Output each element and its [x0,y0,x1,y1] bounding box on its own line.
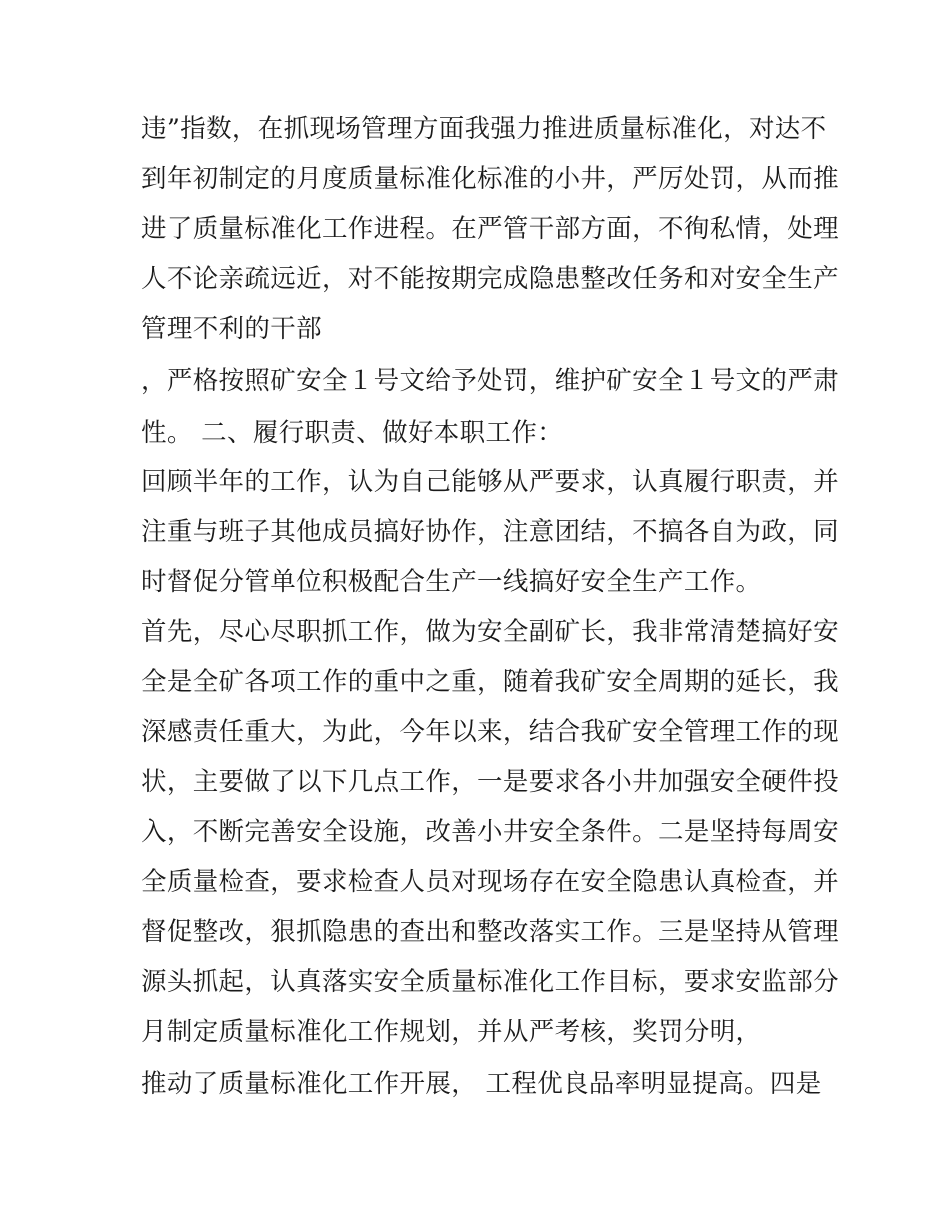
text-line: 全是全矿各项工作的重中之重，随着我矿安全周期的延长，我 [141,667,839,697]
text-line: 状，主要做了以下几点工作，一是要求各小井加强安全硬件投 [141,767,839,797]
text-line: 首先，尽心尽职抓工作，做为安全副矿长，我非常清楚搞好安 [141,617,839,647]
text-line: 到年初制定的月度质量标准化标准的小井，严厉处罚，从而推 [141,164,839,194]
text-line: 人不论亲疏远近，对不能按期完成隐患整改任务和对安全生产 [141,264,839,294]
text-line: 全质量检查，要求检查人员对现场存在安全隐患认真检查，并 [141,867,839,897]
text-line: 月制定质量标准化工作规划，并从严考核，奖罚分明， [141,1017,762,1047]
text-line: 源头抓起，认真落实安全质量标准化工作目标，要求安监部分 [141,967,839,997]
text-line: 性。 二、履行职责、做好本职工作： [141,418,564,448]
text-line: ，严格按照矿安全１号文给予处罚，维护矿安全１号文的严肃 [141,366,839,396]
text-line: 入，不断完善安全设施，改善小井安全条件。二是坚持每周安 [141,817,839,847]
text-line: 回顾半年的工作，认为自己能够从严要求，认真履行职责，并 [141,467,839,497]
text-line: 时督促分管单位积极配合生产一线搞好安全生产工作。 [141,567,762,597]
text-line: 督促整改，狠抓隐患的查出和整改落实工作。三是坚持从管理 [141,917,839,947]
text-line: 管理不利的干部 [141,314,322,344]
text-line: 注重与班子其他成员搞好协作，注意团结，不搞各自为政，同 [141,517,839,547]
text-line: 深感责任重大，为此，今年以来，结合我矿安全管理工作的现 [141,717,839,747]
text-line: 进了质量标准化工作进程。在严管干部方面，不徇私情，处理 [141,214,839,244]
text-line: 违”指数，在抓现场管理方面我强力推进质量标准化，对达不 [141,114,827,144]
text-line: 推动了质量标准化工作开展， 工程优良品率明显提高。四是 [141,1069,822,1099]
